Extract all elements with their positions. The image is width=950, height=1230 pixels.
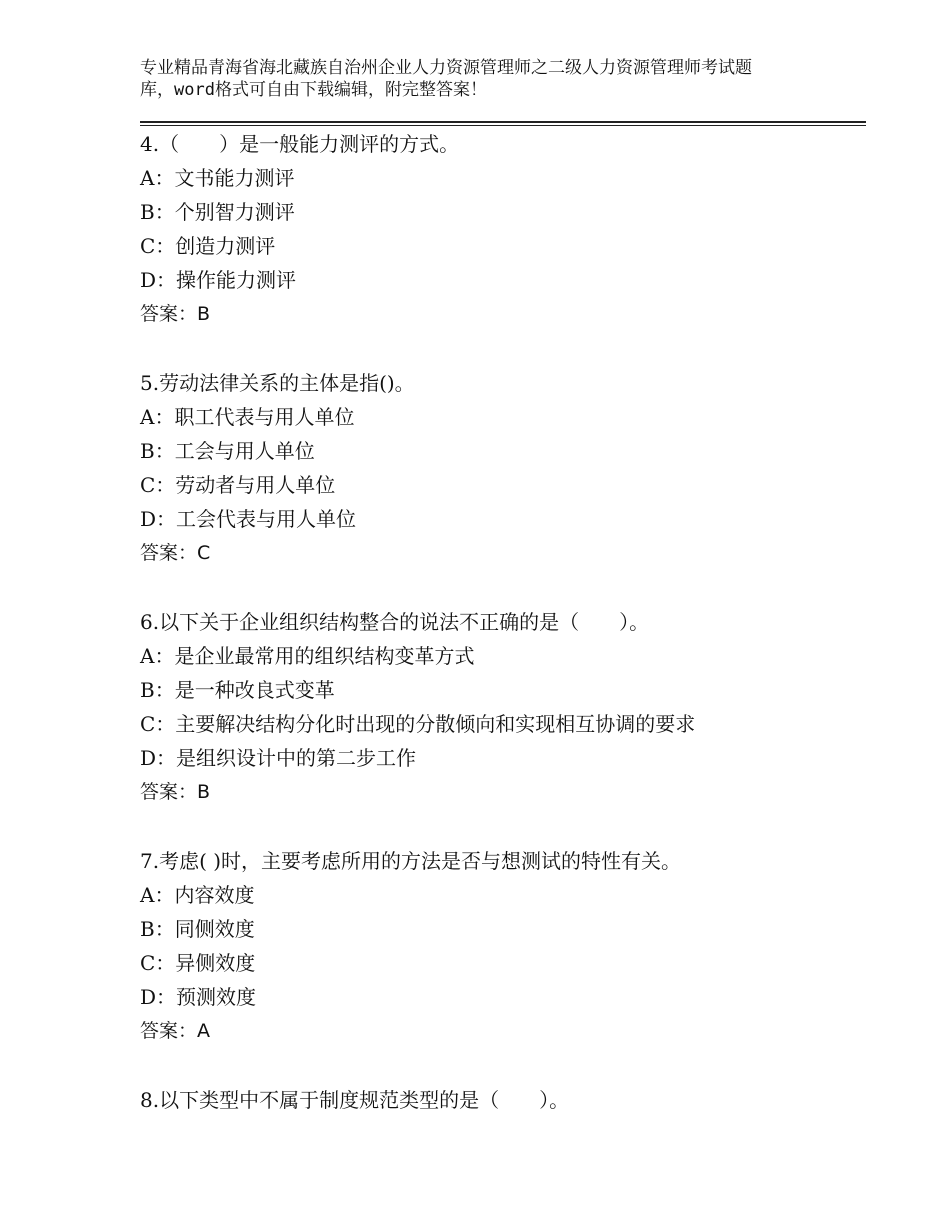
option-d: D：工会代表与用人单位 bbox=[140, 507, 357, 531]
option-a: A：是企业最常用的组织结构变革方式 bbox=[140, 644, 475, 668]
option-d: D：操作能力测评 bbox=[140, 268, 297, 292]
option-b: B：个别智力测评 bbox=[140, 200, 295, 224]
answer-label: 答案：A bbox=[140, 1020, 210, 1042]
header-line-2: 库，word格式可自由下载编辑，附完整答案！ bbox=[140, 80, 487, 100]
question-8 bbox=[140, 1083, 866, 1117]
question-list bbox=[140, 127, 866, 1117]
question-stem: 6.以下关于企业组织结构整合的说法不正确的是（ ）。 bbox=[140, 610, 650, 634]
question-stem: 4.（ ）是一般能力测评的方式。 bbox=[140, 132, 460, 156]
option-b: B：工会与用人单位 bbox=[140, 439, 315, 463]
option-c: C：劳动者与用人单位 bbox=[140, 473, 336, 497]
answer-label: 答案：C bbox=[140, 542, 211, 564]
option-d: D：是组织设计中的第二步工作 bbox=[140, 746, 417, 770]
option-d: D：预测效度 bbox=[140, 985, 257, 1009]
header-divider-thick bbox=[140, 121, 866, 123]
question-6 bbox=[140, 605, 866, 809]
question-5 bbox=[140, 366, 866, 570]
option-a: A：文书能力测评 bbox=[140, 166, 295, 190]
option-b: B：同侧效度 bbox=[140, 917, 255, 941]
header-line-1: 专业精品青海省海北藏族自治州企业人力资源管理师之二级人力资源管理师考试题 bbox=[140, 58, 752, 78]
header-divider-thin bbox=[140, 125, 866, 126]
option-b: B：是一种改良式变革 bbox=[140, 678, 335, 702]
option-a: A：职工代表与用人单位 bbox=[140, 405, 355, 429]
question-stem: 8.以下类型中不属于制度规范类型的是（ ）。 bbox=[140, 1088, 570, 1112]
option-c: C：创造力测评 bbox=[140, 234, 276, 258]
option-c: C：异侧效度 bbox=[140, 951, 256, 975]
question-7 bbox=[140, 844, 866, 1048]
answer-label: 答案：B bbox=[140, 303, 211, 325]
question-stem: 7.考虑( )时，主要考虑所用的方法是否与想测试的特性有关。 bbox=[140, 849, 682, 873]
option-c: C：主要解决结构分化时出现的分散倾向和实现相互协调的要求 bbox=[140, 712, 696, 736]
answer-label: 答案：B bbox=[140, 781, 211, 803]
document-header bbox=[140, 57, 840, 101]
question-4 bbox=[140, 127, 866, 331]
question-stem: 5.劳动法律关系的主体是指()。 bbox=[140, 371, 415, 395]
option-a: A：内容效度 bbox=[140, 883, 255, 907]
